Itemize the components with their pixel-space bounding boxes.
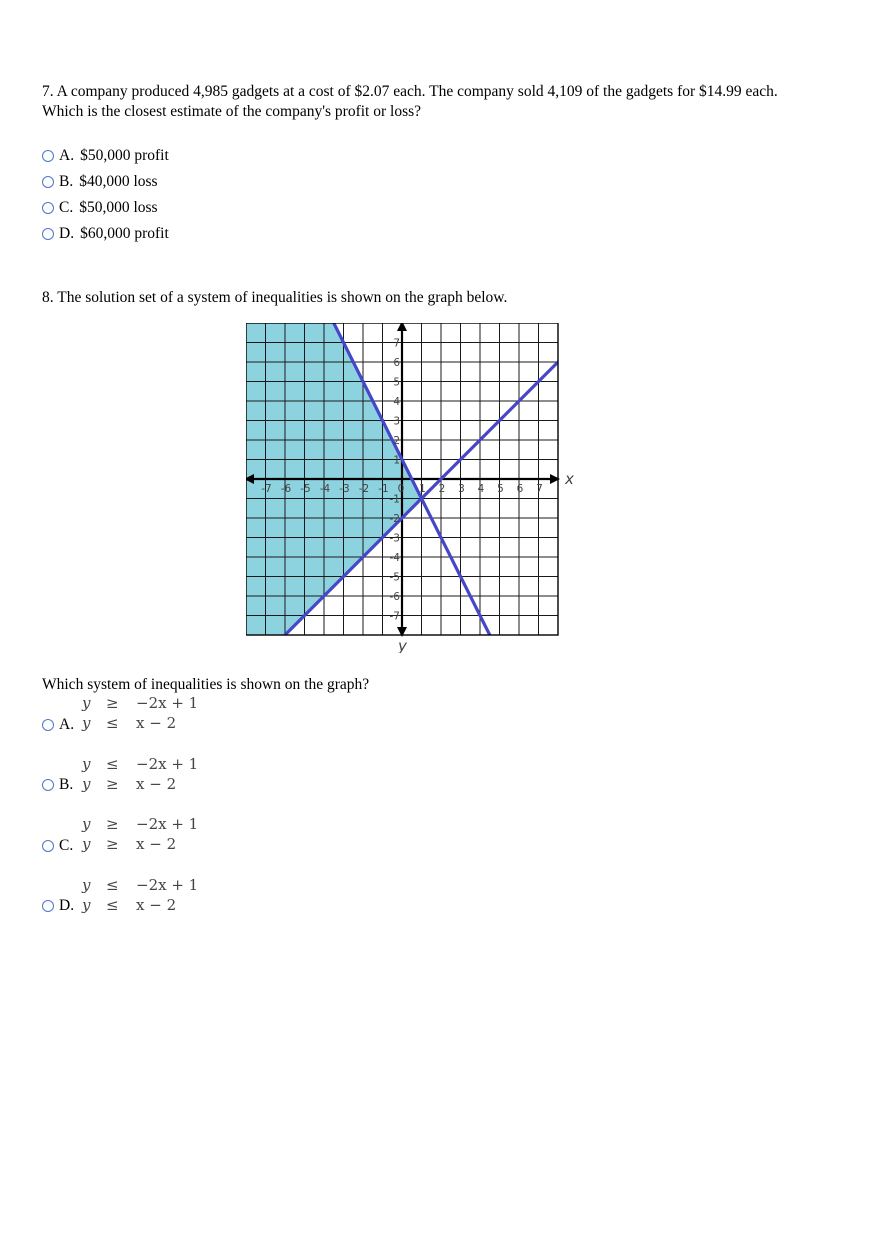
y-tick-label: -3 <box>389 532 400 545</box>
y-tick-label: 1 <box>393 454 400 467</box>
x-tick-label: 5 <box>497 483 504 495</box>
y-axis-top-arrow <box>397 323 407 331</box>
option-letter: C. <box>59 199 74 216</box>
q7-option-c[interactable] <box>42 198 158 218</box>
option-text: $50,000 loss <box>79 199 158 216</box>
x-tick-label: 7 <box>536 483 543 495</box>
option-letter: D. <box>59 897 75 914</box>
question-7-text: 7. A company produced 4,985 gadgets at a cost of $2.07 each. The company sold 4,109 of the gadgets for $14.99 each. Which is the closest estimate of the company's profit or loss? <box>42 83 778 120</box>
x-tick-label: 2 <box>438 483 446 495</box>
option-letter: A. <box>59 716 75 733</box>
option-letter: D. <box>59 225 75 242</box>
radio-button-icon[interactable] <box>42 840 54 852</box>
q8-option-b[interactable] <box>42 775 79 795</box>
x-tick-label: -2 <box>358 483 370 495</box>
x-tick-label: -4 <box>319 483 331 495</box>
q8-option-d[interactable] <box>42 896 80 916</box>
y-tick-label: 6 <box>393 357 400 369</box>
option-text: $50,000 profit <box>80 147 169 164</box>
option-letter: C. <box>59 837 74 854</box>
y-tick-label: -5 <box>389 571 400 584</box>
y-tick-label: -1 <box>389 493 400 506</box>
y-tick-label: 7 <box>393 337 400 350</box>
y-tick-label: -4 <box>389 552 400 564</box>
radio-button-icon[interactable] <box>42 719 54 731</box>
y-tick-label: 4 <box>393 396 400 408</box>
y-tick-label: -2 <box>389 513 400 525</box>
y-tick-label: 5 <box>393 376 400 389</box>
y-tick-label: -6 <box>389 591 400 603</box>
option-text: $40,000 loss <box>79 173 158 190</box>
radio-button-icon[interactable] <box>42 228 54 240</box>
radio-button-icon[interactable] <box>42 202 54 214</box>
y-tick-label: 2 <box>393 435 400 447</box>
x-axis-label: x <box>565 470 574 488</box>
option-text: $60,000 profit <box>80 225 169 242</box>
x-tick-label: -6 <box>280 483 292 495</box>
radio-button-icon[interactable] <box>42 779 54 791</box>
option-letter: B. <box>59 776 74 793</box>
x-tick-label: -7 <box>261 483 272 495</box>
q7-option-d[interactable] <box>42 224 169 244</box>
x-tick-label: 4 <box>477 483 485 495</box>
q8-option-c[interactable] <box>42 836 79 856</box>
question-8-prompt: Which system of inequalities is shown on the graph? <box>42 676 370 693</box>
x-tick-label: 3 <box>458 483 465 495</box>
q7-option-b[interactable] <box>42 172 158 192</box>
inequality-graph <box>246 323 576 653</box>
radio-button-icon[interactable] <box>42 900 54 912</box>
y-tick-label: -7 <box>389 610 400 623</box>
x-tick-label: -3 <box>339 483 350 495</box>
q7-option-a[interactable] <box>42 146 169 166</box>
y-tick-label: 3 <box>393 415 400 428</box>
x-tick-label: -5 <box>300 483 311 495</box>
radio-button-icon[interactable] <box>42 150 54 162</box>
q8-option-a[interactable] <box>42 715 80 735</box>
x-tick-label: 0 <box>397 483 405 495</box>
x-tick-label: 1 <box>419 483 426 495</box>
question-8-text: 8. The solution set of a system of inequalities is shown on the graph below. <box>42 289 508 306</box>
option-letter: A. <box>59 147 75 164</box>
x-tick-label: 6 <box>516 483 524 495</box>
y-axis-label: y <box>398 637 407 653</box>
option-letter: B. <box>59 173 74 190</box>
radio-button-icon[interactable] <box>42 176 54 188</box>
x-tick-label: -1 <box>378 483 389 495</box>
